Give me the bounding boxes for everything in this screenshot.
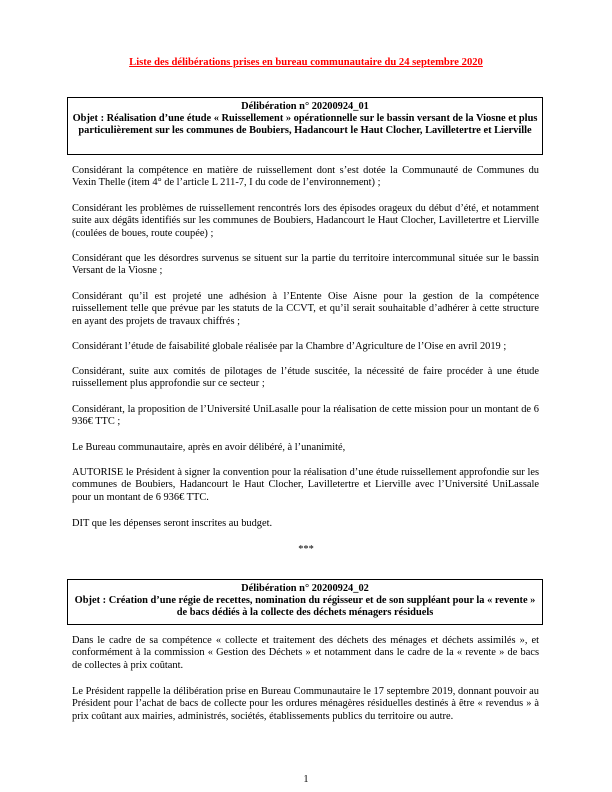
section-separator: *** [298, 544, 314, 555]
paragraph: Considérant les problèmes de ruissellement rencontrés lors des épisodes orageux du début d’été, et notamment suite aux dégâts identifiés sur les communes de Boubiers, Hadancourt le Haut Clocher, Lavilletertre et Lierville (coulées de boues, route coupée) ; [72, 203, 539, 239]
paragraph: Considérant, la proposition de l’Université UniLasalle pour la réalisation de cette mission pour un montant de 6 936€ TTC ; [72, 404, 539, 428]
paragraph: Considérant la compétence en matière de ruissellement dont s’est dotée la Communauté de Communes du Vexin Thelle (item 4° de l’article L 211-7, I du code de l’environnement) ; [72, 165, 539, 189]
deliberation-2-number: Délibération n° 20200924_02 [241, 583, 369, 594]
deliberation-1-header [67, 97, 543, 155]
document-title: Liste des délibérations prises en bureau communautaire du 24 septembre 2020 [129, 57, 483, 68]
paragraph: Considérant l’étude de faisabilité globale réalisée par la Chambre d’Agriculture de l’Oise en avril 2019 ; [72, 341, 507, 352]
paragraph: AUTORISE le Président à signer la convention pour la réalisation d’une étude ruissellement approfondie sur les communes de Boubiers, Hadancourt le Haut Clocher, Lavilletertre et Lierville avec l’Université UniLassale pour un montant de 6 936€ TTC. [72, 467, 539, 503]
paragraph: Dans le cadre de sa compétence « collecte et traitement des déchets des ménages et déchets assimilés », et conformément à la commission « Gestion des Déchets » et notamment dans le cadre de la « revente » de bacs de collectes à prix coûtant. [72, 635, 539, 671]
paragraph: DIT que les dépenses seront inscrites au budget. [72, 518, 273, 529]
deliberation-1-number: Délibération n° 20200924_01 [241, 101, 369, 112]
paragraph: Considérant que les désordres survenus se situent sur la partie du territoire intercommunal située sur le bassin Versant de la Viosne ; [72, 253, 539, 277]
paragraph: Le Bureau communautaire, après en avoir délibéré, à l’unanimité, [72, 442, 346, 453]
deliberation-2-object: Objet : Création d’une régie de recettes, nomination du régisseur et de son suppléant pour la « revente » de bacs dédiés à la collecte des déchets ménagers résiduels [74, 595, 536, 619]
deliberation-1-object: Objet : Réalisation d’une étude « Ruissellement » opérationnelle sur le bassin versant de la Viosne et plus particulièrement sur les communes de Boubiers, Hadancourt le Haut Clocher, Lavilletertre et Lierville [72, 113, 538, 137]
page-number: 1 [303, 774, 309, 785]
deliberation-2-header [67, 579, 543, 625]
paragraph: Considérant qu’il est projeté une adhésion à l’Entente Oise Aisne pour la gestion de la compétence ruissellement telle que prévue par les statuts de la CCVT, et qu’il serait souhaitable d’adhérer à cette structure en ayant des projets de travaux chiffrés ; [72, 291, 539, 327]
paragraph: Le Président rappelle la délibération prise en Bureau Communautaire le 17 septembre 2019, donnant pouvoir au Président pour l’achat de bacs de collecte pour les ordures ménagères résiduelles destinés à être « revendus » à prix coûtant aux mairies, administrés, sociétés, établissements publics du territoire ou autre. [72, 686, 539, 722]
paragraph: Considérant, suite aux comités de pilotages de l’étude suscitée, la nécessité de faire procéder à une étude ruissellement plus approfondie sur ce secteur ; [72, 366, 539, 390]
